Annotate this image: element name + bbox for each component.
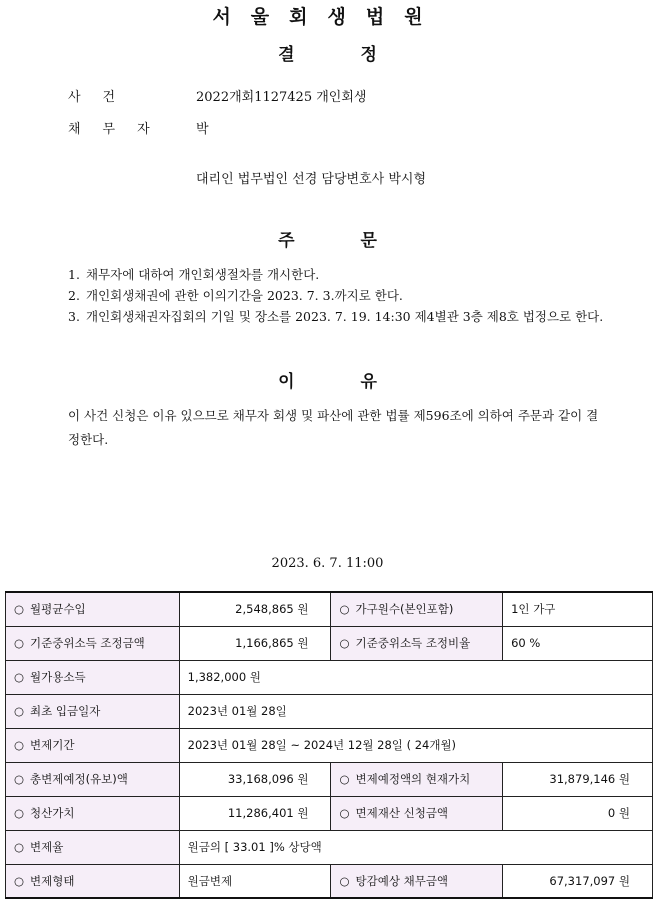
reason-title: 이 유	[278, 372, 377, 392]
monthly-income-value: 2,548,865 원	[179, 592, 331, 626]
first-payment-label: ○ 최초 입금일자	[6, 694, 180, 728]
list-item: 1. 채무자에 대하여 개인회생절차를 개시한다.	[68, 267, 320, 282]
reduction-label: ○ 탕감예상 채무금액	[331, 864, 503, 898]
available-income-label: ○ 월가용소득	[6, 660, 180, 694]
total-repay-value: 33,168,096 원	[179, 762, 331, 796]
case-number: 2022개회1127425 개인회생	[196, 90, 367, 105]
list-item: 2. 개인회생채권에 관한 이의기간을 2023. 7. 3.까지로 한다.	[68, 288, 403, 303]
median-income-label: ○ 기준중위소득 조정금액	[6, 626, 180, 660]
liquidation-value: 11,286,401 원	[179, 796, 331, 830]
table-row	[6, 864, 653, 898]
repay-rate-value: 원금의 [ 33.01 ]% 상당액	[179, 830, 652, 864]
reason-text: 이 사건 신청은 이유 있으므로 채무자 회생 및 파산에 관한 법률 제596조에 의하여 주문과 같이 결정한다.	[68, 408, 599, 447]
first-payment-value: 2023년 01월 28일	[179, 694, 652, 728]
liquidation-label: ○ 청산가치	[6, 796, 180, 830]
table-row	[6, 694, 653, 728]
present-value-value: 31,879,146 원	[503, 762, 653, 796]
median-ratio-label: ○ 기준중위소득 조정비율	[331, 626, 503, 660]
available-income-value: 1,382,000 원	[179, 660, 652, 694]
debtor-label: 채무자	[68, 122, 172, 137]
household-label: ○ 가구원수(본인포함)	[331, 592, 503, 626]
repay-rate-label: ○ 변제율	[6, 830, 180, 864]
present-value-label: ○ 변제예정액의 현재가치	[331, 762, 503, 796]
table-row	[6, 728, 653, 762]
court-name: 서울회생법원	[212, 6, 443, 28]
table-row	[6, 762, 653, 796]
debtor-name: 박	[196, 122, 209, 137]
repayment-summary-table	[5, 591, 653, 899]
repay-type-value: 원금변제	[179, 864, 331, 898]
table-row	[6, 796, 653, 830]
median-ratio-value: 60 %	[503, 626, 653, 660]
period-label: ○ 변제기간	[6, 728, 180, 762]
reduction-value: 67,317,097 원	[503, 864, 653, 898]
list-item: 3. 개인회생채권자집회의 기일 및 장소를 2023. 7. 19. 14:30 제4별관 3층 제8호 법정으로 한다.	[68, 309, 604, 324]
order-title: 주 문	[278, 231, 377, 251]
household-value: 1인 가구	[503, 592, 653, 626]
legal-agent: 대리인 법무법인 선경 담당변호사 박시형	[196, 172, 427, 187]
table-row	[6, 626, 653, 660]
case-label: 사건	[68, 90, 138, 105]
period-value: 2023년 01월 28일 ~ 2024년 12월 28일 ( 24개월)	[179, 728, 652, 762]
table-row	[6, 660, 653, 694]
exempt-label: ○ 면제재산 신청금액	[331, 796, 503, 830]
table-row	[6, 830, 653, 864]
order-list	[68, 264, 608, 327]
total-repay-label: ○ 총변제예정(유보)액	[6, 762, 180, 796]
exempt-value: 0 원	[503, 796, 653, 830]
repay-type-label: ○ 변제형태	[6, 864, 180, 898]
table-row	[6, 592, 653, 626]
monthly-income-label: ○ 월평균수입	[6, 592, 180, 626]
decision-title: 결 정	[278, 45, 377, 65]
decision-date: 2023. 6. 7. 11:00	[271, 556, 384, 571]
median-income-value: 1,166,865 원	[179, 626, 331, 660]
